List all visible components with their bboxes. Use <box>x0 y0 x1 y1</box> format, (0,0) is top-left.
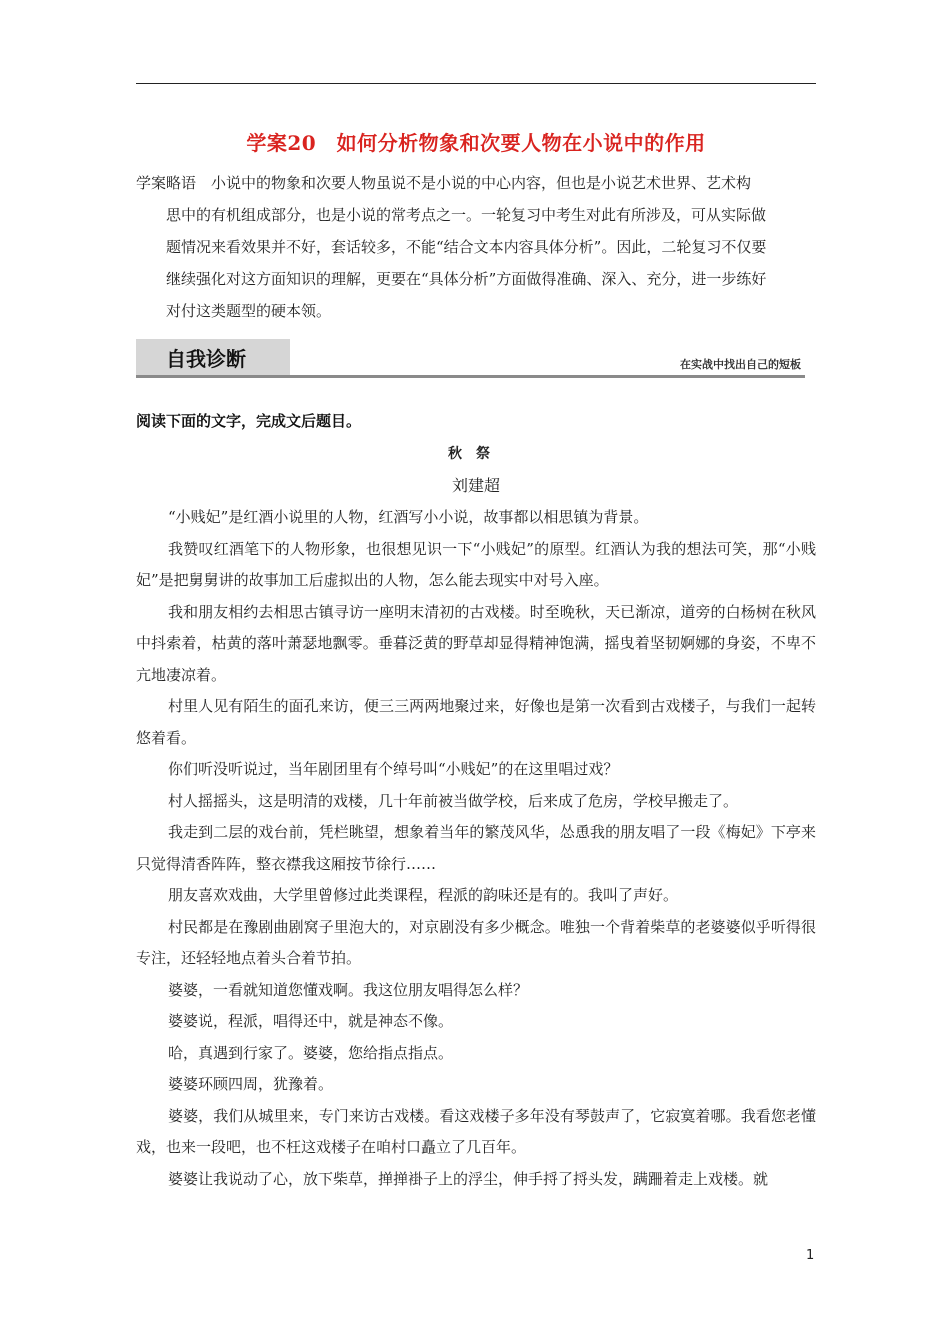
story-paragraph: 你们听没听说过，当年剧团里有个绰号叫“小贱妃”的在这里唱过戏？ <box>168 760 619 778</box>
page-title: 学案20 如何分析物象和次要人物在小说中的作用 <box>246 131 706 155</box>
story-paragraph: 我赞叹红酒笔下的人物形象，也很想见识一下“小贱妃”的原型。红酒认为我的想法可笑，那“小贱妃”是把舅舅讲的故事加工后虚拟出的人物，怎么能去现实中对号入座。 <box>136 539 816 589</box>
intro-line: 对付这类题型的硬本领。 <box>166 302 332 320</box>
section-title: 自我诊断 <box>166 347 246 371</box>
intro-line: 题情况来看效果并不好，套话较多，不能“结合文本内容具体分析”。因此，二轮复习不仅要 <box>166 238 767 256</box>
story-paragraph: 哈，真遇到行家了。婆婆，您给指点指点。 <box>168 1043 454 1062</box>
intro-lead-line: 学案略语 小说中的物象和次要人物虽说不是小说的中心内容，但也是小说艺术世界、艺术构 <box>136 174 752 192</box>
story-paragraph: 朋友喜欢戏曲，大学里曾修过此类课程，程派的韵味还是有的。我叫了声好。 <box>168 886 679 904</box>
story-paragraph: 婆婆让我说动了心，放下柴草，掸掸褂子上的浮尘，伸手捋了捋头发，蹒跚着走上戏楼。就 <box>168 1169 769 1188</box>
page-number: 1 <box>806 1248 815 1263</box>
intro-paragraph <box>136 167 816 327</box>
story-paragraph: 村里人见有陌生的面孔来访，便三三两两地聚过来，好像也是第一次看到古戏楼子，与我们一起转悠着看。 <box>136 697 816 747</box>
story-paragraph: 婆婆说，程派，唱得还中，就是神态不像。 <box>168 1012 454 1030</box>
story-body <box>136 502 816 1195</box>
section-header <box>136 339 805 377</box>
section-header-underline <box>136 375 805 378</box>
intro-line: 继续强化对这方面知识的理解，更要在“具体分析”方面做得准确、深入、充分，进一步练好 <box>166 270 767 288</box>
story-paragraph: 婆婆，我们从城里来，专门来访古戏楼。看这戏楼子多年没有琴鼓声了，它寂寞着哪。我看您老懂戏，也来一段吧，也不枉这戏楼子在咱村口矗立了几百年。 <box>136 1106 816 1156</box>
header-rule <box>136 83 816 84</box>
story-paragraph: 我走到二层的戏台前，凭栏眺望，想象着当年的繁茂风华，怂恿我的朋友唱了一段《梅妃》下亭来只觉得清香阵阵，整衣襟我这厢按节徐行…… <box>136 823 816 873</box>
story-paragraph: 村民都是在豫剧曲剧窝子里泡大的，对京剧没有多少概念。唯独一个背着柴草的老婆婆似乎听得很专注，还轻轻地点着头合着节拍。 <box>136 917 816 967</box>
story-paragraph: 婆婆环顾四周，犹豫着。 <box>168 1075 334 1093</box>
story-title: 秋祭 <box>448 446 504 462</box>
story-paragraph: 我和朋友相约去相思古镇寻访一座明末清初的古戏楼。时至晚秋，天已渐凉，道旁的白杨树在秋风中抖索着，枯黄的落叶萧瑟地飘零。垂暮泛黄的野草却显得精神饱满，摇曳着坚韧婀娜的身姿，不卑不亢地凄凉着。 <box>136 602 816 684</box>
story-paragraph: 婆婆，一看就知道您懂戏啊。我这位朋友唱得怎么样？ <box>168 980 529 999</box>
story-author: 刘建超 <box>451 476 500 495</box>
story-paragraph: 村人摇摇头，这是明清的戏楼，几十年前被当做学校，后来成了危房，学校早搬走了。 <box>168 791 739 810</box>
story-paragraph: “小贱妃”是红酒小说里的人物，红酒写小小说，故事都以相思镇为背景。 <box>168 508 649 526</box>
reading-instruction: 阅读下面的文字，完成文后题目。 <box>136 412 362 430</box>
intro-line: 思中的有机组成部分，也是小说的常考点之一。一轮复习中考生对此有所涉及，可从实际做 <box>166 206 767 224</box>
section-subtitle: 在实战中找出自己的短板 <box>680 358 801 371</box>
